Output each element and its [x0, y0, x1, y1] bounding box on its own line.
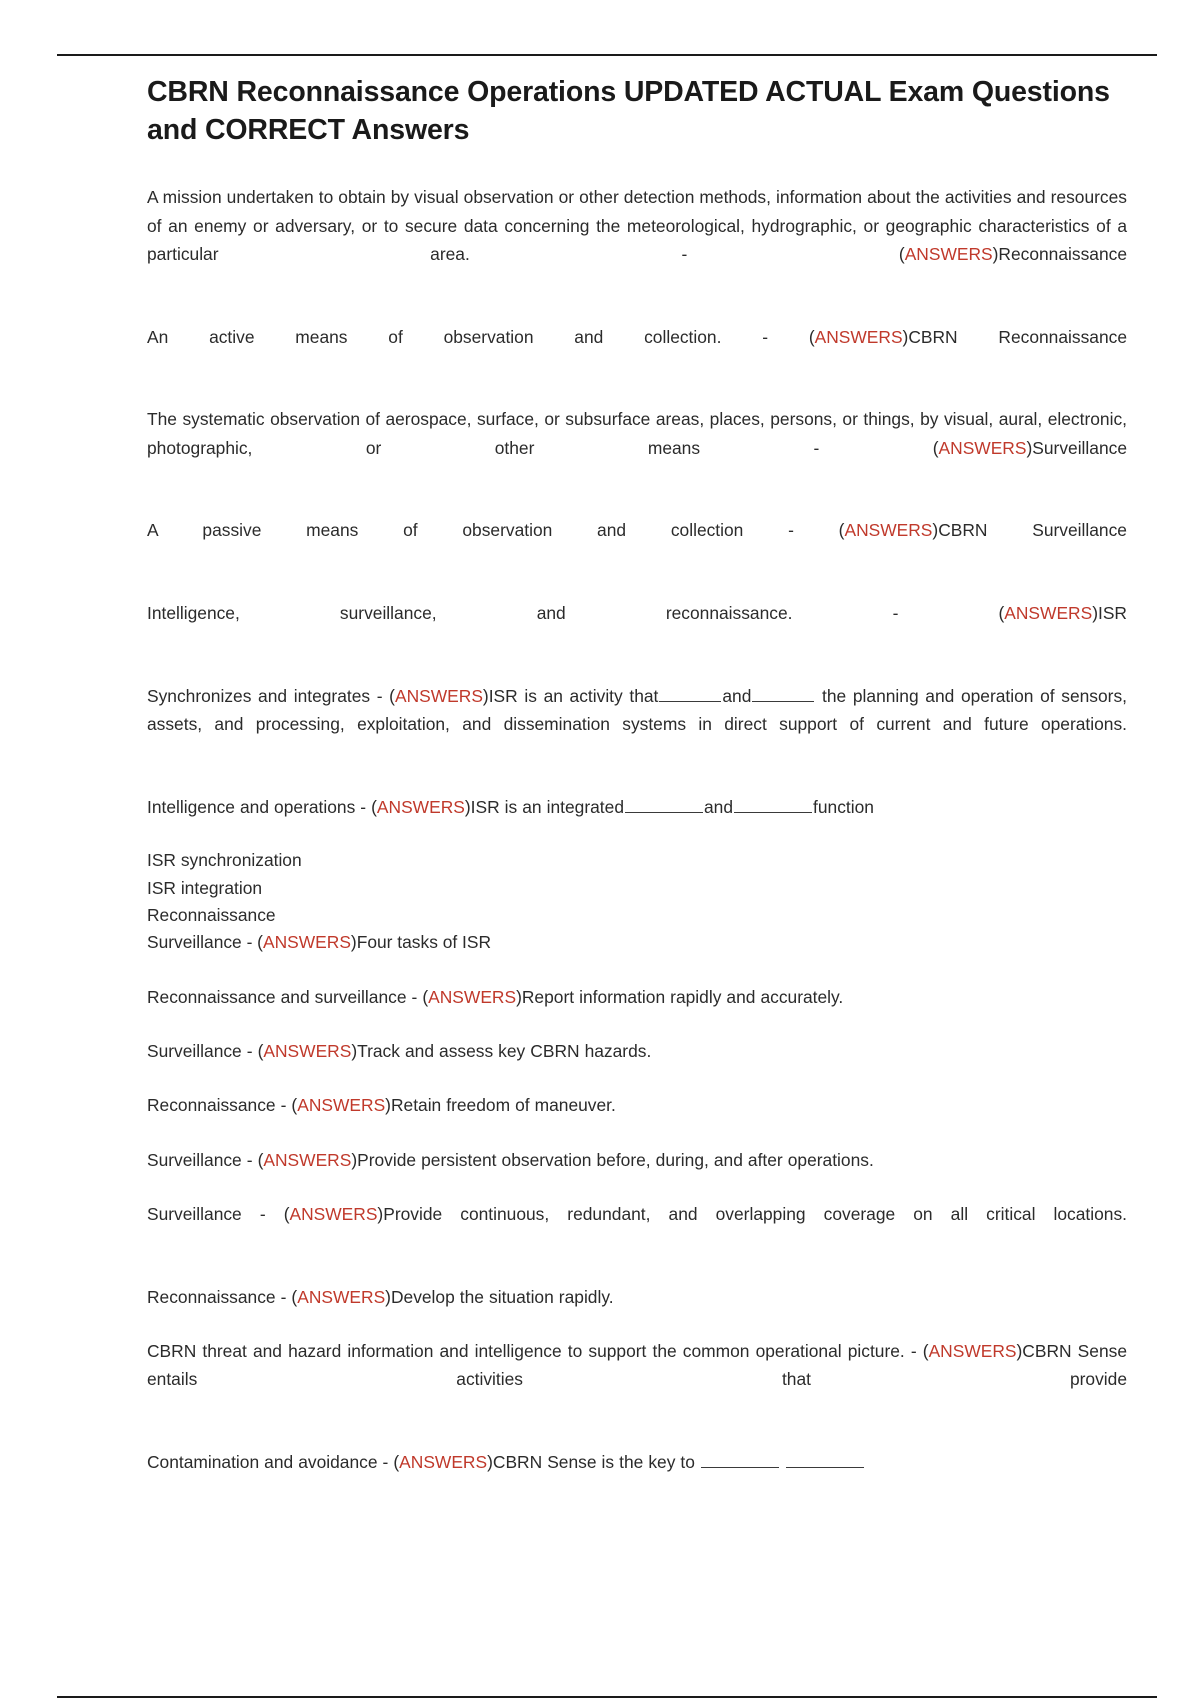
answers-marker-13: ANSWERS — [289, 1204, 378, 1225]
answer-text-6c: the planning and operation of sensors, assets, and processing, exploitation, and dissemination systems in direct support of current and future operations. — [147, 685, 1127, 735]
document-content — [147, 74, 1127, 1503]
answer-text-1: )Reconnaissance — [992, 243, 1127, 264]
fill-in-blank — [752, 683, 814, 702]
question-text-15: CBRN threat and hazard information and intelligence to support the common operational picture. - ( — [147, 1341, 929, 1362]
answer-text-11: )Retain freedom of maneuver. — [385, 1095, 616, 1116]
question-text-13: Surveillance - ( — [147, 1204, 290, 1225]
qa-entry-1 — [147, 183, 1127, 296]
qa-entry-16 — [147, 1448, 1127, 1476]
answer-text-15: )CBRN Sense entails activities that provide — [147, 1341, 1127, 1390]
qa-entry-8-list — [147, 847, 1127, 956]
qa-entry-6 — [147, 682, 1127, 767]
qa-entry-14 — [147, 1283, 1127, 1311]
answer-text-7a: )ISR is an integrated — [464, 796, 624, 817]
answer-text-6b: and — [722, 685, 752, 706]
question-text-4: A passive means of observation and collection - ( — [147, 520, 845, 541]
answer-text-3: )Surveillance — [1026, 437, 1127, 458]
answers-marker-10: ANSWERS — [263, 1040, 352, 1061]
question-text-3: The systematic observation of aerospace, surface, or subsurface areas, places, persons, or things, by visual, aural, electronic, photographic, or other means - ( — [147, 409, 1127, 458]
answers-marker-11: ANSWERS — [297, 1095, 386, 1116]
list-item-with-answer — [147, 929, 1127, 956]
answer-text-13: )Provide continuous, redundant, and overlapping coverage on all critical locations. — [377, 1204, 1127, 1225]
answers-marker-15: ANSWERS — [928, 1341, 1017, 1362]
question-text-2: An active means of observation and collection. - ( — [147, 326, 815, 347]
question-text-6: Synchronizes and integrates - ( — [147, 685, 395, 706]
question-text-5: Intelligence, surveillance, and reconnaissance. - ( — [147, 603, 1005, 624]
answer-text-10: )Track and assess key CBRN hazards. — [351, 1040, 652, 1061]
qa-entry-11 — [147, 1091, 1127, 1119]
question-text-12: Surveillance - ( — [147, 1149, 264, 1170]
answers-marker-5: ANSWERS — [1004, 603, 1093, 624]
fill-in-blank — [734, 794, 812, 813]
answers-marker-16: ANSWERS — [399, 1452, 488, 1473]
answers-marker-14: ANSWERS — [297, 1286, 386, 1307]
answers-marker-7: ANSWERS — [376, 796, 465, 817]
question-text-16: Contamination and avoidance - ( — [147, 1452, 400, 1473]
answers-marker-3: ANSWERS — [938, 437, 1027, 458]
answers-marker-4: ANSWERS — [844, 520, 933, 541]
answers-marker-9: ANSWERS — [428, 986, 517, 1007]
question-text-9: Reconnaissance and surveillance - ( — [147, 986, 429, 1007]
qa-entry-12 — [147, 1146, 1127, 1174]
answers-marker-6: ANSWERS — [394, 685, 483, 706]
qa-entry-10 — [147, 1037, 1127, 1065]
fill-in-blank — [701, 1449, 779, 1468]
qa-entry-3 — [147, 405, 1127, 490]
list-item: ISR integration — [147, 877, 263, 898]
question-text-1: A mission undertaken to obtain by visual observation or other detection methods, information about the activities and resources of an enemy or adversary, or to secure data concerning the meteorological, hydrographic, or geographic characteristics of a particular area. - ( — [147, 187, 1127, 264]
page-title: CBRN Reconnaissance Operations UPDATED ACTUAL Exam Questions and CORRECT Answers — [147, 76, 1110, 146]
answer-text-2: )CBRN Reconnaissance — [902, 326, 1127, 347]
qa-entry-4 — [147, 516, 1127, 573]
page-bottom-rule — [57, 1696, 1157, 1698]
question-text-8: Surveillance - ( — [147, 932, 263, 953]
qa-entry-9 — [147, 983, 1127, 1011]
answer-text-9: )Report information rapidly and accurately. — [516, 986, 844, 1007]
answers-marker-2: ANSWERS — [814, 326, 903, 347]
question-text-14: Reconnaissance - ( — [147, 1286, 298, 1307]
qa-entry-7 — [147, 793, 1127, 821]
qa-entry-13 — [147, 1200, 1127, 1257]
fill-in-blank — [786, 1449, 864, 1468]
question-text-10: Surveillance - ( — [147, 1040, 264, 1061]
fill-in-blank — [659, 683, 721, 702]
question-text-7: Intelligence and operations - ( — [147, 796, 377, 817]
question-text-11: Reconnaissance - ( — [147, 1095, 298, 1116]
answer-text-4: )CBRN Surveillance — [932, 520, 1127, 541]
answer-text-5: )ISR — [1092, 603, 1127, 624]
answer-text-14: )Develop the situation rapidly. — [385, 1286, 614, 1307]
answers-marker-8: ANSWERS — [262, 932, 351, 953]
answer-text-8: )Four tasks of ISR — [350, 932, 492, 953]
list-item: Reconnaissance — [147, 904, 276, 925]
qa-entry-2 — [147, 323, 1127, 380]
qa-entry-15 — [147, 1337, 1127, 1422]
fill-in-blank — [625, 794, 703, 813]
answers-marker-1: ANSWERS — [904, 243, 993, 264]
answer-text-12: )Provide persistent observation before, during, and after operations. — [351, 1149, 874, 1170]
answer-text-6a: )ISR is an activity that — [482, 685, 659, 706]
qa-entry-5 — [147, 599, 1127, 656]
answer-text-7b: and — [704, 796, 734, 817]
answer-text-16: )CBRN Sense is the key to — [487, 1452, 695, 1473]
answers-marker-12: ANSWERS — [263, 1149, 352, 1170]
answer-text-7c: function — [813, 796, 874, 817]
list-item: ISR synchronization — [147, 850, 302, 871]
page-top-rule — [57, 54, 1157, 56]
